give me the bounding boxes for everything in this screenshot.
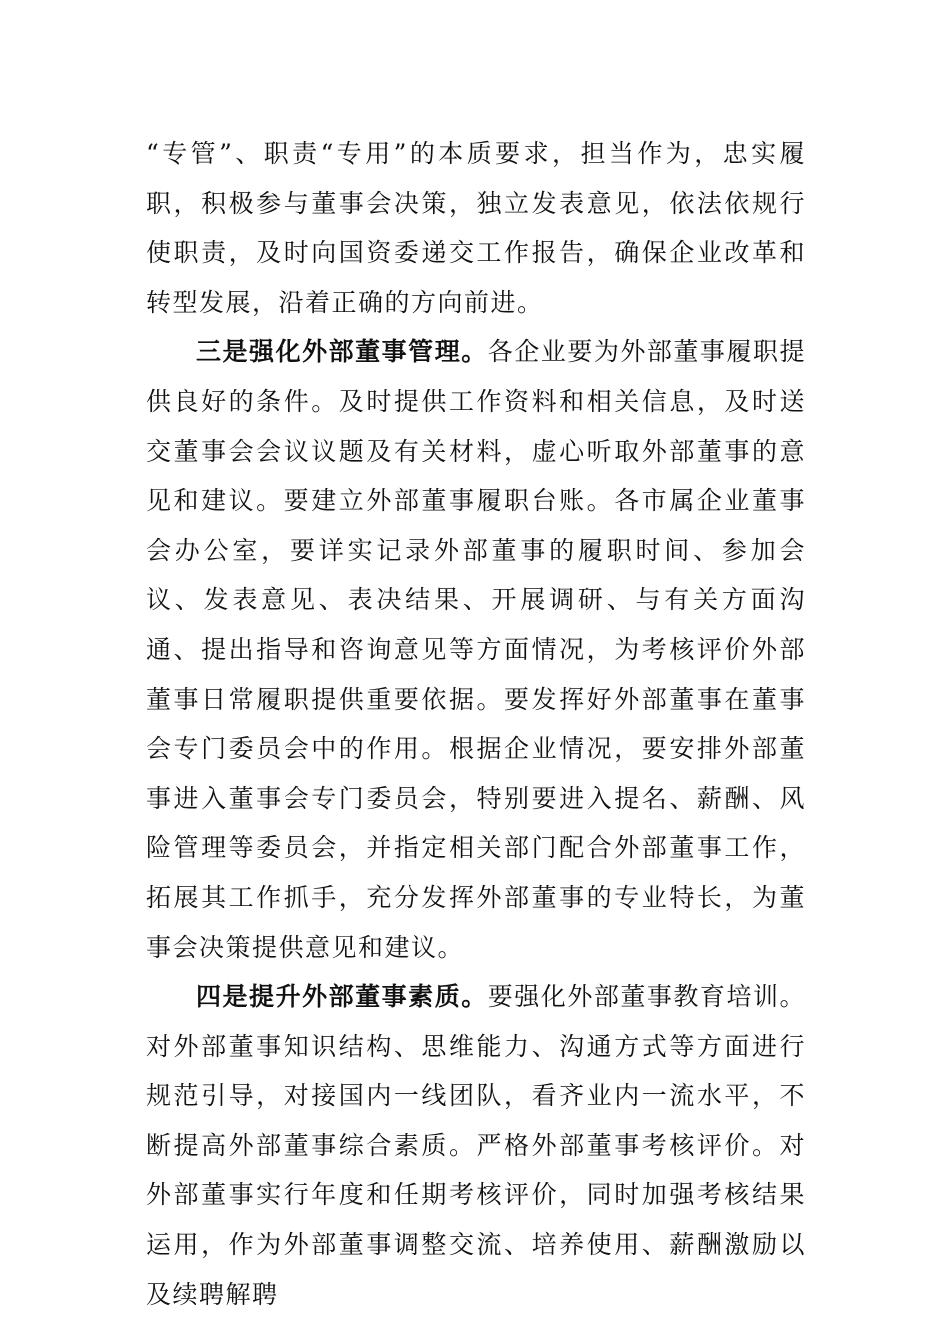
paragraph-3-lead: 四是提升外部董事素质。 bbox=[196, 982, 488, 1012]
paragraph-2-text: 各企业要为外部董事履职提供良好的条件。及时提供工作资料和相关信息，及时送交董事会会议议题及有关材料，虚心听取外部董事的意见和建议。要建立外部董事履职台账。各市属企业董事会办公室，要详实记录外部董事的履职时间、参加会议、发表意见、表决结果、开展调研、与有关方面沟通、提出指导和咨询意见等方面情况，为考核评价外部董事日常履职提供重要依据。要发挥好外部董事在董事会专门委员会中的作用。根据企业情况，要安排外部董事进入董事会专门委员会，特别要进入提名、薪酬、风险管理等委员会，并指定相关部门配合外部董事工作，拓展其工作抓手，充分发挥外部董事的专业特长，为董事会决策提供意见和建议。 bbox=[146, 337, 806, 962]
paragraph-2-lead: 三是强化外部董事管理。 bbox=[196, 337, 488, 367]
paragraph-3-text: 要强化外部董事教育培训。对外部董事知识结构、思维能力、沟通方式等方面进行规范引导，对接国内一线团队，看齐业内一流水平，不断提高外部董事综合素质。严格外部董事考核评价。对外部董事实行年度和任期考核评价，同时加强考核结果运用，作为外部董事调整交流、培养使用、薪酬激励以及续聘解聘 bbox=[146, 982, 806, 1309]
document-body bbox=[146, 129, 806, 1319]
paragraph-external-director-management bbox=[146, 327, 806, 972]
paragraph-1-text: “专管”、职责“专用”的本质要求，担当作为，忠实履职，积极参与董事会决策，独立发表意见，依法依规行使职责，及时向国资委递交工作报告，确保企业改革和转型发展，沿着正确的方向前进。 bbox=[146, 139, 806, 317]
paragraph-continuation bbox=[146, 129, 806, 327]
paragraph-external-director-quality bbox=[146, 972, 806, 1319]
